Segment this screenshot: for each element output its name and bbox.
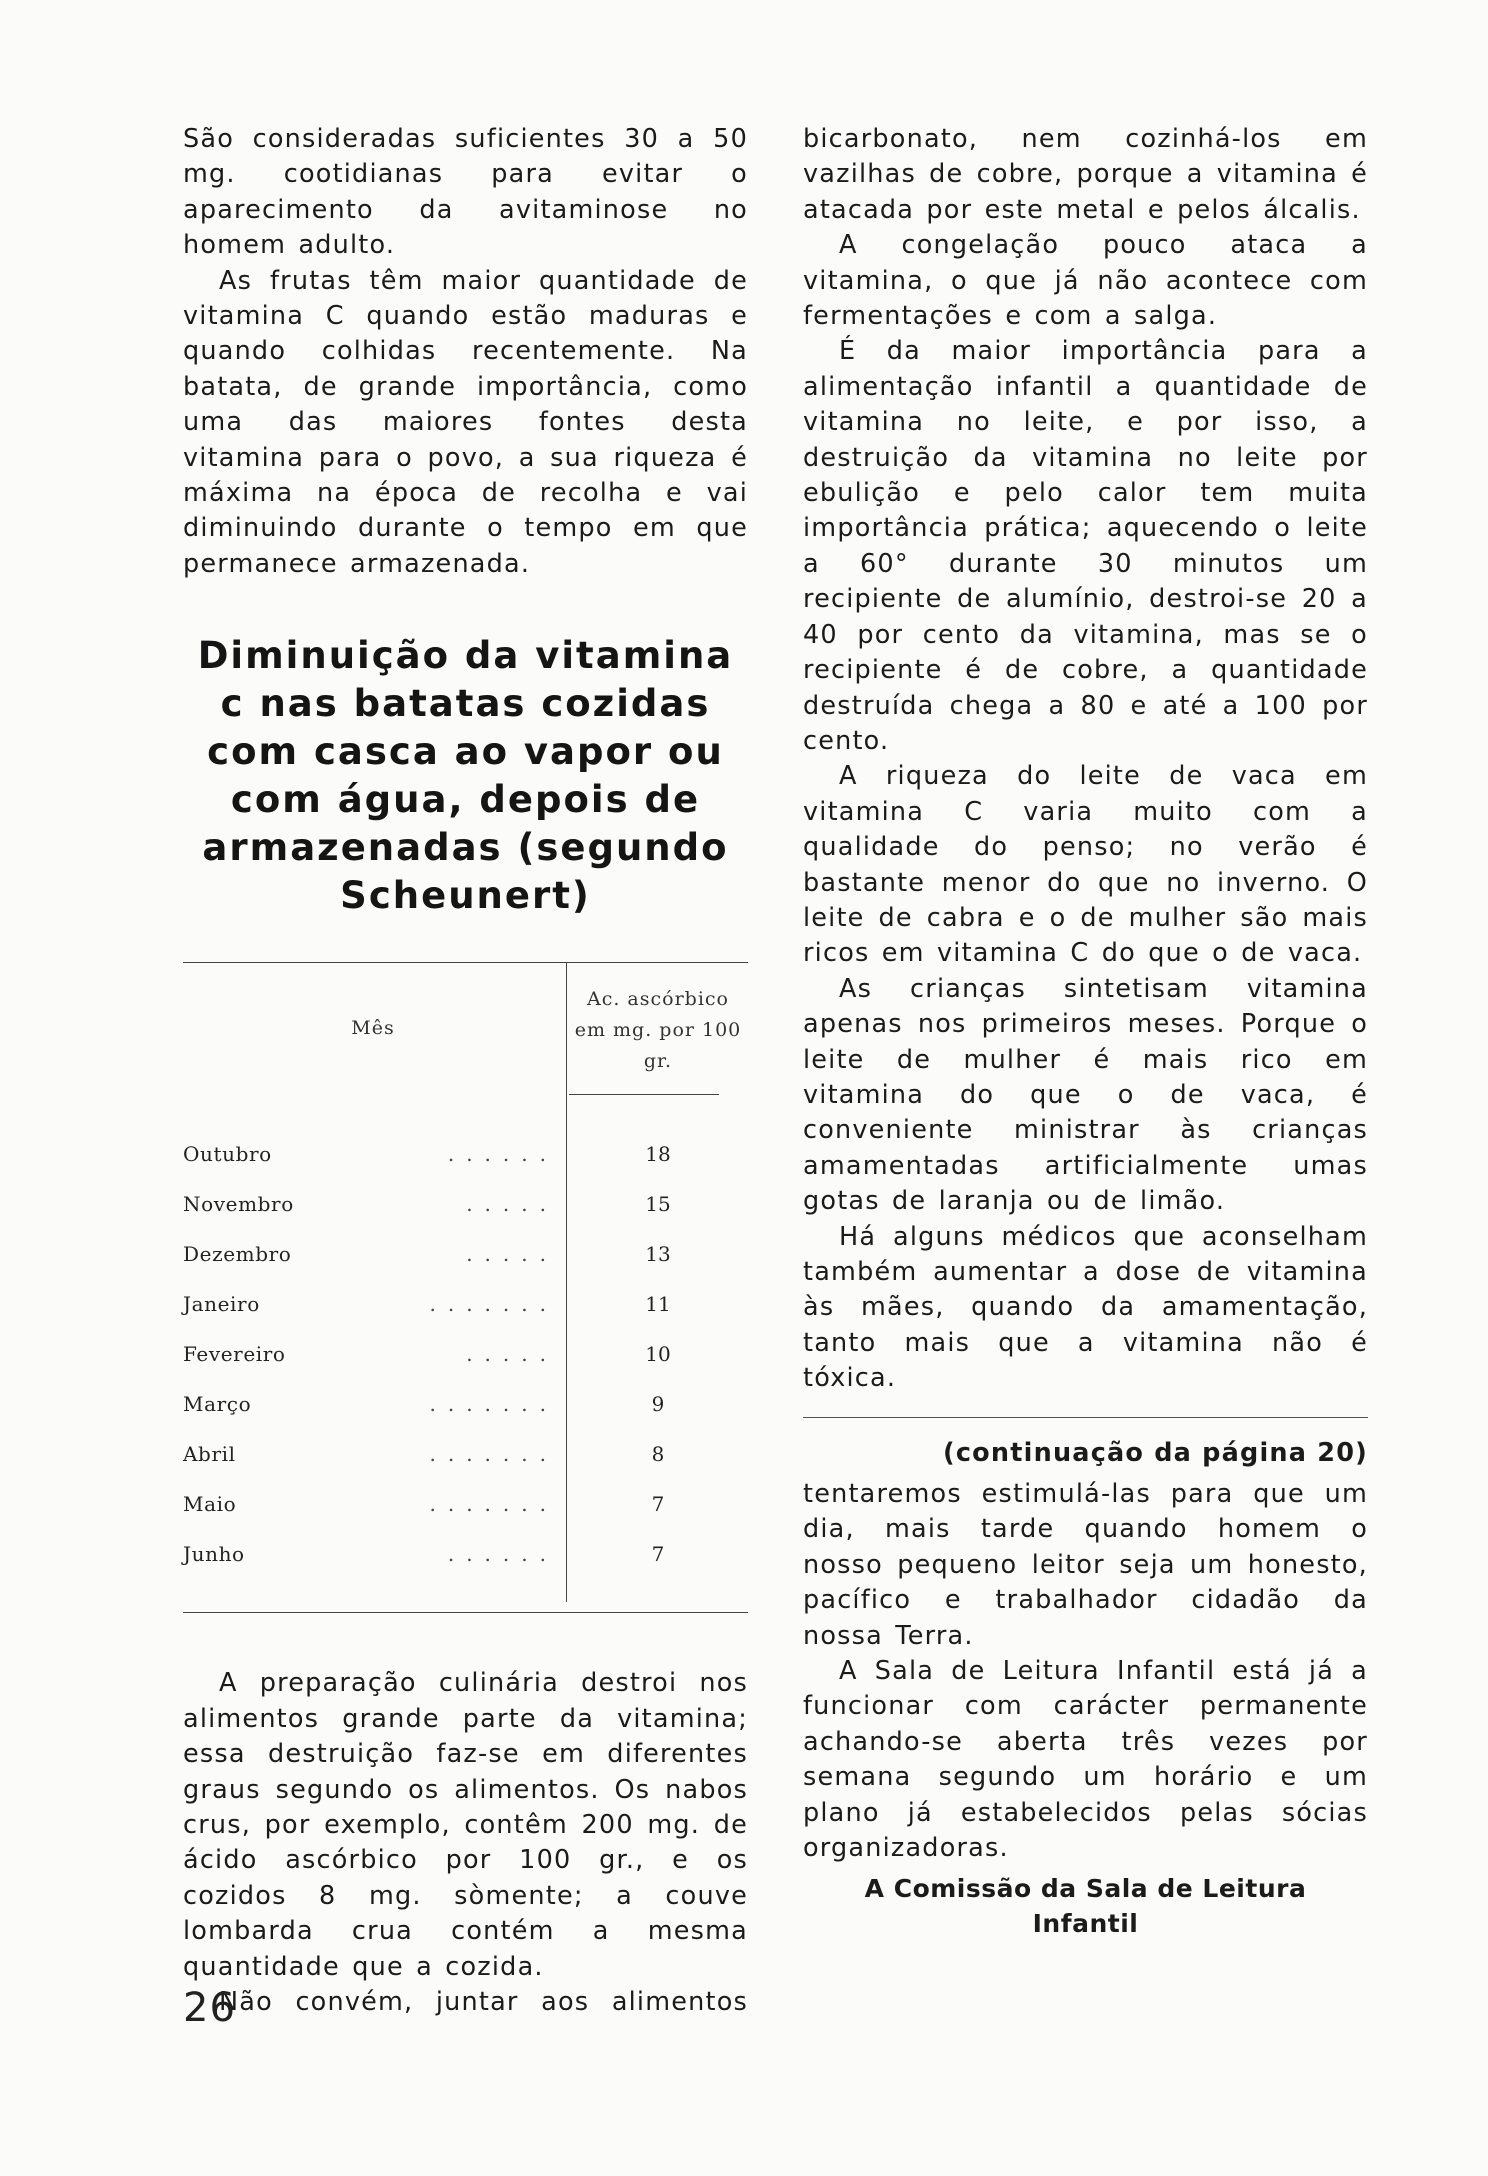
paragraph: Há alguns médicos que aconselham também aumentar a dose de vitamina às mães, quando da amamentação, tanto mais que a vitamina não é tóxica.: [803, 1221, 1368, 1394]
table-header-rule: [569, 1094, 719, 1095]
leader-dots: .....: [466, 1192, 558, 1217]
value-cell: 9: [651, 1392, 665, 1417]
vitamin-table: [183, 962, 748, 1622]
signature-line: Infantil: [1032, 1908, 1139, 1938]
paragraph: A Sala de Leitura Infantil está já a funcionar com carácter permanente achando-se aberta três vezes por semana segundo um horário e um plano já estabelecidos pelas sócias organizadoras.: [803, 1656, 1368, 1864]
paragraph: A congelação pouco ataca a vitamina, o que já não acontece com fermentações e com a salga.: [803, 230, 1368, 332]
leader-dots: .......: [429, 1492, 558, 1517]
paragraph: bicarbonato, nem cozinhá-los em vazilhas de cobre, porque a vitamina é atacada por este metal e pelos álcalis.: [803, 124, 1368, 225]
table-top-rule: [183, 962, 748, 963]
table-bottom-rule: [183, 1612, 748, 1613]
leader-dots: .....: [466, 1242, 558, 1267]
leader-dots: .....: [466, 1342, 558, 1367]
month-cell: Fevereiro: [183, 1342, 286, 1367]
table-title: Diminuição da vitamina c nas batatas cozidas com casca ao vapor ou com água, depois de armazenadas (segundo Scheunert): [197, 634, 734, 918]
signature-line: A Comissão da Sala de Leitura: [864, 1873, 1307, 1903]
table-row: [183, 1142, 748, 1182]
leader-dots: ......: [447, 1142, 558, 1167]
table-header-value: Ac. ascórbico em mg. por 100 gr.: [574, 988, 742, 1073]
table-row: [183, 1392, 748, 1432]
page-number: 26: [183, 1985, 236, 2031]
paragraph: As frutas têm maior quantidade de vitamina C quando estão maduras e quando colhidas recentemente. Na batata, de grande importância, como uma das maiores fontes desta vitamina para o povo, a sua riqueza é máxima na época de recolha e vai diminuindo durante o tempo em que permanece armazenada.: [183, 265, 748, 579]
left-column: [183, 122, 748, 2020]
paragraph: tentaremos estimulá-las para que um dia, mais tarde quando homem o nosso pequeno leitor seja um honesto, pacífico e trabalhador cidadão da nossa Terra.: [803, 1479, 1368, 1651]
month-cell: Março: [183, 1392, 252, 1417]
value-cell: 11: [645, 1292, 671, 1317]
table-row: [183, 1492, 748, 1532]
paragraph: A riqueza do leite de vaca em vitamina C varia muito com a qualidade do penso; no verão é bastante menor do que no inverno. O leite de cabra e o de mulher são mais ricos em vitamina C do que o de vaca.: [803, 761, 1368, 969]
table-row: [183, 1242, 748, 1282]
value-cell: 8: [651, 1442, 665, 1467]
signature: [803, 1871, 1368, 1942]
table-row: [183, 1342, 748, 1382]
leader-dots: ......: [447, 1542, 558, 1567]
month-cell: Janeiro: [183, 1292, 260, 1317]
table-row: [183, 1542, 748, 1582]
paragraph: Não convém, juntar aos alimentos: [219, 1986, 748, 2017]
table-row: [183, 1192, 748, 1232]
leader-dots: .......: [429, 1292, 558, 1317]
month-cell: Novembro: [183, 1192, 294, 1217]
paragraph: É da maior importância para a alimentação infantil a quantidade de vitamina no leite, e por isso, a destruição da vitamina no leite por ebulição e pelo calor tem muita importância prática; aquecendo o leite a 60° durante 30 minutos um recipiente de alumínio, destroi-se 20 a 40 por cento da vitamina, mas se o recipiente é de cobre, a quantidade destruída chega a 80 e até a 100 por cento.: [803, 336, 1368, 756]
value-cell: 10: [645, 1342, 671, 1367]
table-header-month: Mês: [351, 1017, 395, 1040]
value-cell: 7: [651, 1542, 665, 1567]
table-row: [183, 1292, 748, 1332]
section-divider: [803, 1417, 1368, 1418]
paragraph: São consideradas suficientes 30 a 50 mg. cootidianas para evitar o aparecimento da avitaminose no homem adulto.: [183, 124, 748, 261]
month-cell: Dezembro: [183, 1242, 292, 1267]
month-cell: Outubro: [183, 1142, 272, 1167]
paragraph: As crianças sintetisam vitamina apenas nos primeiros meses. Porque o leite de mulher é mais rico em vitamina do que o de vaca, é conveniente ministrar às crianças amamentadas artificialmente umas gotas de laranja ou de limão.: [803, 973, 1368, 1217]
leader-dots: .......: [429, 1442, 558, 1467]
month-cell: Abril: [183, 1442, 236, 1467]
leader-dots: .......: [429, 1392, 558, 1417]
value-cell: 7: [651, 1492, 665, 1517]
right-column: [803, 122, 1368, 1941]
value-cell: 13: [645, 1242, 671, 1267]
paragraph: A preparação culinária destroi nos alimentos grande parte da vitamina; essa destruição faz-se em diferentes graus segundo os alimentos. Os nabos crus, por exemplo, contêm 200 mg. de ácido ascórbico por 100 gr., e os cozidos 8 mg. sòmente; a couve lombarda crua contém a mesma quantidade que a cozida.: [183, 1668, 748, 1982]
month-cell: Junho: [183, 1542, 245, 1567]
month-cell: Maio: [183, 1492, 237, 1517]
value-cell: 18: [645, 1142, 671, 1167]
value-cell: 15: [645, 1192, 671, 1217]
continuation-heading: (continuação da página 20): [943, 1437, 1368, 1468]
table-row: [183, 1442, 748, 1482]
